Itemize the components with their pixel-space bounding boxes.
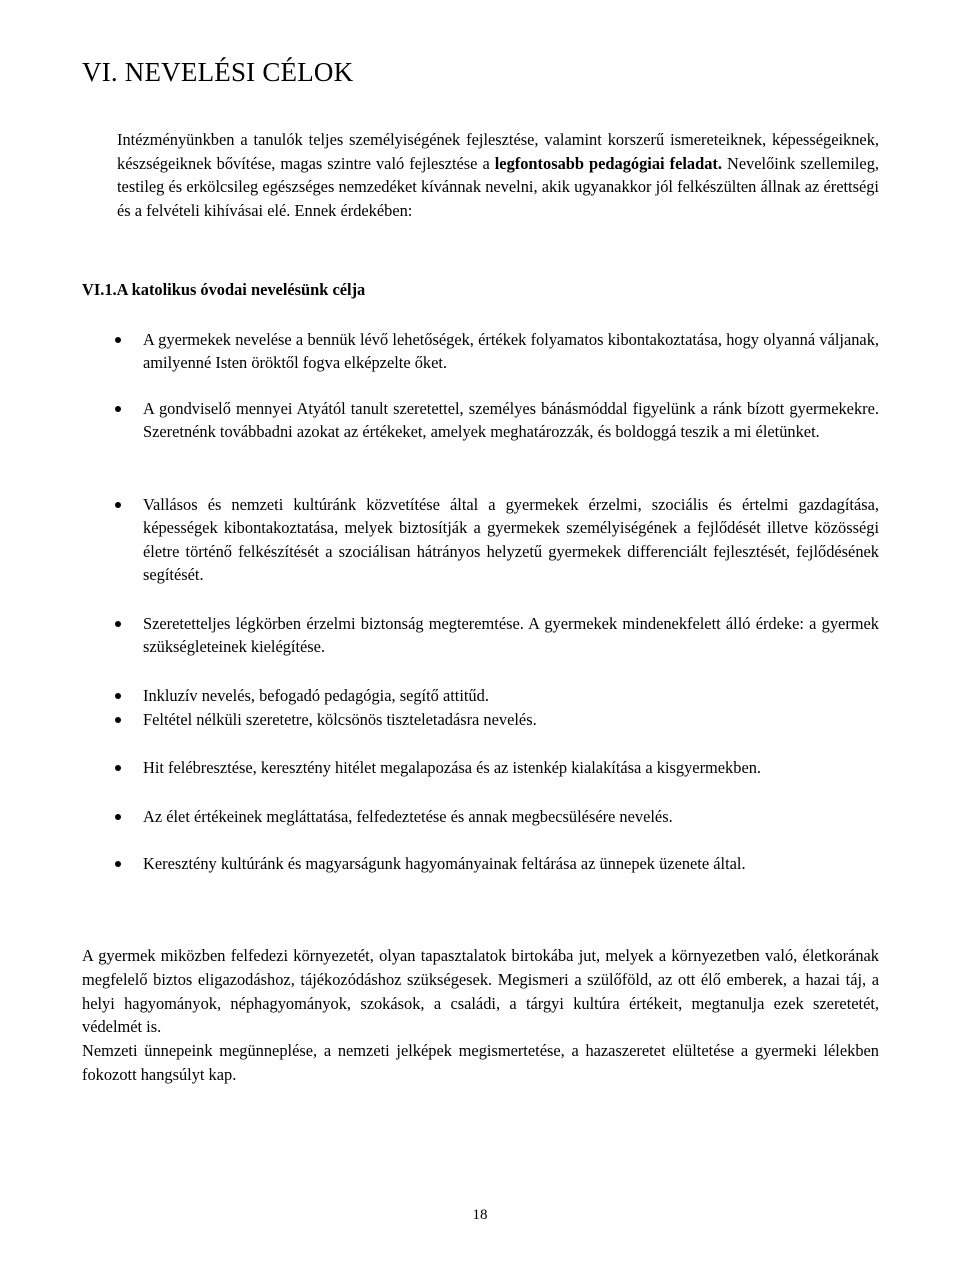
list-item	[143, 756, 879, 779]
bullet-icon	[115, 337, 121, 343]
list-item	[143, 397, 879, 444]
list-item	[143, 612, 879, 659]
intro-bold-text: Intézményünkben a tanulók teljes személyiségének fejlesztése, valamint korszerű ismereteiknek, képességeiknek, készségeiknek bővítése, magas szintre való fejlesztése a legfontosabb pedagógiai feladat.	[117, 130, 879, 173]
list-item	[143, 684, 879, 707]
list-item-text: Szeretetteljes légkörben érzelmi biztonság megteremtése. A gyermekek mindenekfelett álló érdeke: a gyermek szükségleteinek kielégítése.	[143, 614, 879, 657]
list-item	[143, 493, 879, 587]
list-item	[143, 852, 879, 875]
list-item	[143, 805, 879, 828]
list-item-text: Inkluzív nevelés, befogadó pedagógia, segítő attitűd.	[143, 686, 489, 705]
bullet-icon	[115, 717, 121, 723]
list-item-text: Hit felébresztése, keresztény hitélet megalapozása és az istenkép kialakítása a kisgyermekben.	[143, 758, 762, 777]
list-item-text: Az élet értékeinek megláttatása, felfedeztetése és annak megbecsülésére nevelés.	[143, 807, 673, 826]
list-item-text: Feltétel nélküli szeretetre, kölcsönös tiszteletadásra nevelés.	[143, 710, 537, 729]
section-heading: VI.1.A katolikus óvodai nevelésünk célja	[82, 280, 366, 299]
bullet-icon	[115, 814, 121, 820]
page-number: 18	[472, 1207, 488, 1223]
bullet-icon	[115, 406, 121, 412]
list-item-text: A gyermekek nevelése a bennük lévő lehetőségek, értékek folyamatos kibontakoztatása, hogy olyanná váljanak, amilyenné Isten öröktől fogva elképzelte őket.	[143, 330, 879, 373]
bullet-icon	[115, 765, 121, 771]
bullet-icon	[115, 502, 121, 508]
list-item	[143, 328, 879, 375]
closing-paragraph: Nemzeti ünnepeink megünneplése, a nemzeti jelképek megismertetése, a hazaszeretet elültetése a gyermeki lélekben fokozott hangsúlyt kap.	[82, 1041, 879, 1084]
intro-text: Nevelőink szellemileg, testileg és erkölcsileg egészséges nemzedéket kívánnak nevelni, akik ugyanakkor jól felkészülten állnak az érettségi és a felvételi kihívásai elé. Ennek érdekében:	[117, 153, 879, 220]
list-item-text: A gondviselő mennyei Atyától tanult szeretettel, személyes bánásmóddal figyelünk a ránk bízott gyermekekre. Szeretnénk továbbadni azokat az értékeket, amelyek meghatározzák, és boldoggá teszik a mi életünket.	[143, 399, 879, 442]
closing-text	[82, 944, 879, 1087]
list-item-text: Keresztény kultúránk és magyarságunk hagyományainak feltárása az ünnepek üzenete által.	[143, 854, 746, 873]
list-item-text: Vallásos és nemzeti kultúránk közvetítése által a gyermekek érzelmi, szociális és értelmi gazdagítása, képességek kibontakoztatása, melyek biztosítják a gyermekek személyiségének a fejlődését illetve közösségi életre történő felkészítését a szociálisan hátrányos helyzetű gyermekek differenciált fejlesztését, fejlődésének segítését.	[143, 495, 879, 585]
bullet-icon	[115, 861, 121, 867]
list-item	[143, 708, 879, 731]
bullet-icon	[115, 693, 121, 699]
page-title: VI. NEVELÉSI CÉLOK	[82, 57, 354, 87]
closing-paragraph: A gyermek miközben felfedezi környezetét, olyan tapasztalatok birtokába jut, melyek a környezetben való, életkorának megfelelő biztos eligazodáshoz, tájékozódáshoz szükségesek. Megismeri a szülőföld, az ott élő emberek, a hazai táj, a helyi hagyományok, néphagyományok, szokások, a családi, a tárgyi kultúra értékeit, megtanulja ezek szeretetét, védelmét is.	[82, 946, 879, 1037]
bullet-icon	[115, 621, 121, 627]
